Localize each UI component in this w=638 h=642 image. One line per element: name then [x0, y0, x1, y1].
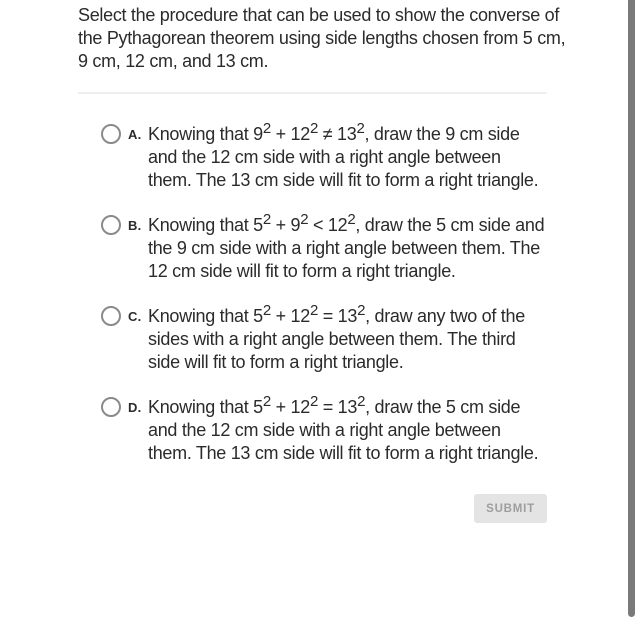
- option-letter-d: D.: [128, 400, 142, 415]
- option-letter-c: C.: [128, 309, 142, 324]
- options-list: [101, 120, 547, 465]
- radio-button-b[interactable]: [101, 215, 121, 235]
- submit-row: [78, 494, 547, 523]
- option-text-d: Knowing that $5^2 + 12^2 = 13^2$, draw the 5 cm side and the 12 cm side with a right angle between them. The 13 cm side will fit to form a right triangle.: [148, 393, 539, 463]
- option-letter-a: A.: [128, 127, 142, 142]
- option-letter-b: B.: [128, 218, 142, 233]
- scrollbar-thumb[interactable]: [628, 0, 635, 617]
- divider: [78, 92, 547, 94]
- question-text: Select the procedure that can be used to show the converse of the Pythagorean theorem using side lengths chosen from 5 cm, 9 cm, 12 cm, and 13 cm.: [78, 5, 566, 71]
- radio-button-c[interactable]: [101, 306, 121, 326]
- option-row-b[interactable]: [101, 211, 547, 283]
- submit-button[interactable]: SUBMIT: [474, 494, 547, 523]
- option-row-d[interactable]: [101, 393, 547, 465]
- question-panel: [78, 4, 566, 523]
- option-text-a: Knowing that $9^2 + 12^2 \ne 13^2$, draw the 9 cm side and the 12 cm side with a right angle between them. The 13 cm side will fit to form a right triangle.: [148, 120, 539, 190]
- option-row-a[interactable]: [101, 120, 547, 192]
- option-text-c: Knowing that $5^2 + 12^2 = 13^2$, draw any two of the sides with a right angle between them. The third side will fit to form a right triangle.: [148, 302, 525, 372]
- option-row-c[interactable]: [101, 302, 547, 374]
- radio-button-a[interactable]: [101, 124, 121, 144]
- radio-button-d[interactable]: [101, 397, 121, 417]
- option-text-b: Knowing that $5^2 + 9^2 < 12^2$, draw the 5 cm side and the 9 cm side with a right angle between them. The 12 cm side will fit to form a right triangle.: [148, 211, 545, 281]
